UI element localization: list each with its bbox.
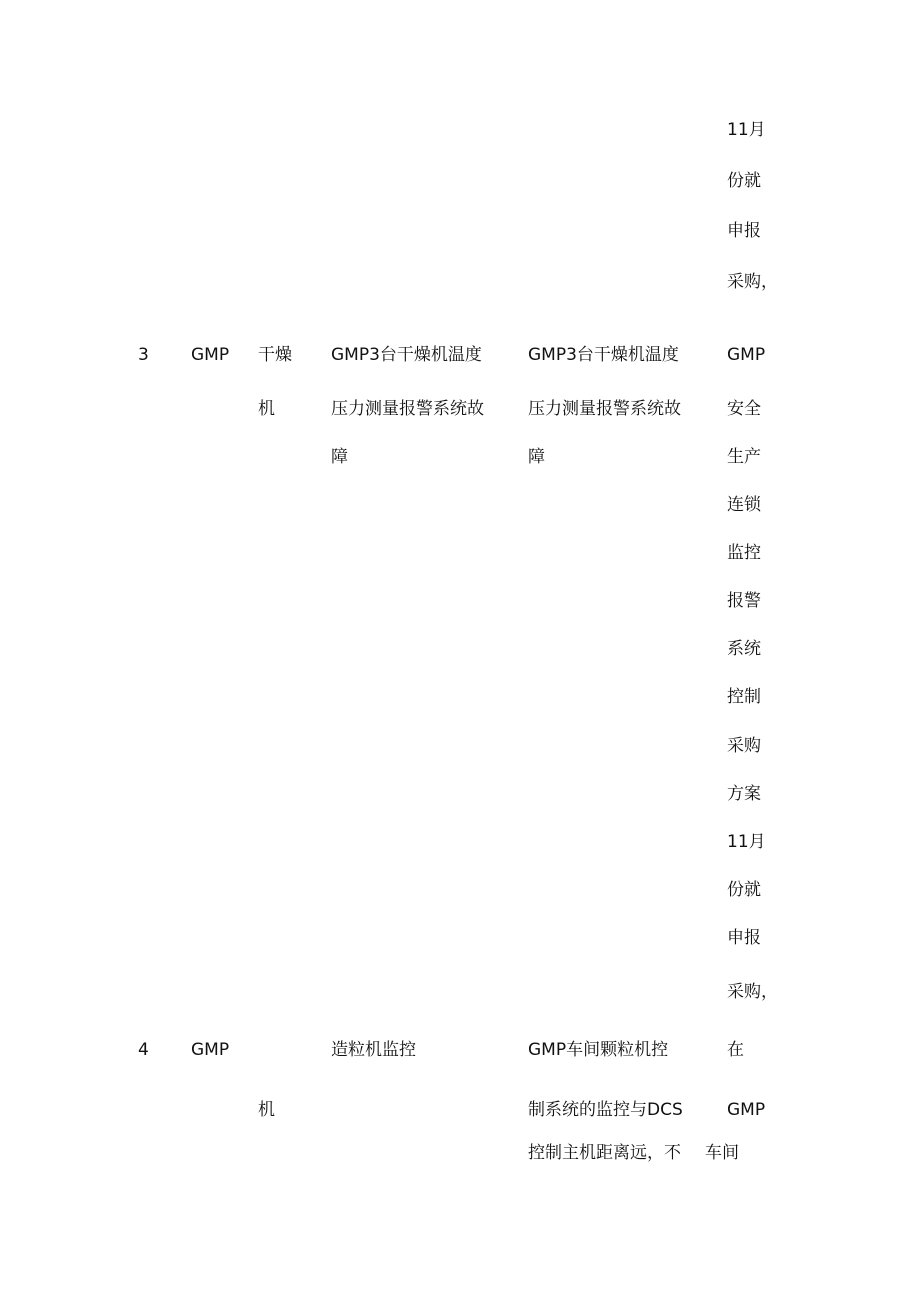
row-cause-line: 压力测量报警系统故 — [528, 399, 681, 419]
row-workshop: GMP — [191, 345, 230, 365]
remark-line: 采购， — [727, 272, 778, 292]
row-equipment-line: 机 — [258, 1100, 275, 1120]
row-problem-line: 障 — [331, 447, 348, 467]
row-measure-line: 采购 — [727, 736, 761, 756]
row-problem-line: 压力测量报警系统故 — [331, 399, 484, 419]
row-measure-line: 安全 — [727, 399, 761, 419]
row-cause-line: 障 — [528, 447, 545, 467]
row-measure-line: 监控 — [727, 543, 761, 563]
row-measure-line: 生产 — [727, 447, 761, 467]
row-cause-line: GMP车间颗粒机控 — [528, 1040, 669, 1060]
row-measure-line: 方案 — [727, 784, 761, 804]
row-index: 3 — [138, 345, 149, 365]
row-cause-line: 制系统的监控与DCS — [528, 1100, 683, 1120]
row-measure-line: 采购， — [727, 982, 778, 1002]
row-measure-line: 份就 — [727, 880, 761, 900]
row-measure-line: GMP — [727, 1100, 766, 1120]
row-measure-line: GMP — [727, 345, 766, 365]
row-equipment-line: 干燥 — [258, 345, 292, 365]
row-equipment-line: 机 — [258, 399, 275, 419]
row-measure-line: 车间 — [705, 1143, 739, 1163]
remark-line: 申报 — [727, 221, 761, 241]
row-measure-line: 控制 — [727, 687, 761, 707]
row-problem-line: GMP3台干燥机温度 — [331, 345, 482, 365]
row-problem-line: 造粒机监控 — [331, 1040, 416, 1060]
remark-line: 份就 — [727, 171, 761, 191]
remark-line: 11月 — [727, 120, 766, 140]
row-measure-line: 系统 — [727, 639, 761, 659]
row-cause-line: 控制主机距离远，不 — [528, 1143, 681, 1163]
row-measure-line: 报警 — [727, 591, 761, 611]
row-index: 4 — [138, 1040, 149, 1060]
row-measure-line: 连锁 — [727, 495, 761, 515]
row-measure-line: 申报 — [727, 928, 761, 948]
row-cause-line: GMP3台干燥机温度 — [528, 345, 679, 365]
row-measure-line: 11月 — [727, 832, 766, 852]
row-workshop: GMP — [191, 1040, 230, 1060]
row-measure-line: 在 — [727, 1040, 744, 1060]
